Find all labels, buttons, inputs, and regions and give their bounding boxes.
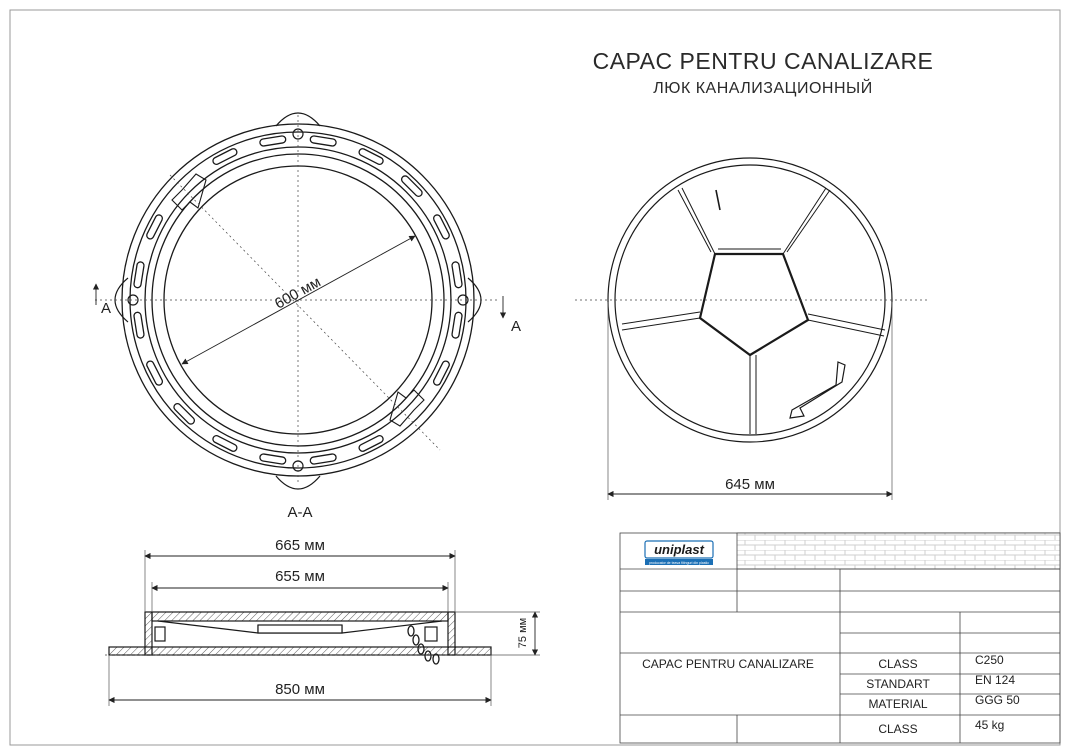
- ventilation-slot: [400, 174, 423, 197]
- ventilation-slot: [146, 360, 164, 386]
- dim-655: [152, 568, 448, 612]
- ventilation-slot: [212, 434, 238, 452]
- svg-text:655 мм: 655 мм: [275, 568, 325, 585]
- title-block-value: GGG 50: [975, 693, 1020, 707]
- ventilation-slot: [432, 360, 450, 386]
- section-label: A-A: [287, 504, 313, 521]
- svg-text:850 мм: 850 мм: [275, 681, 325, 698]
- svg-text:producator de teava fitinguri: producator de teava fitinguri din plastic: [649, 561, 709, 565]
- ventilation-slot: [452, 261, 463, 288]
- svg-text:645 мм: 645 мм: [725, 476, 775, 493]
- title-block-label: CLASS: [878, 657, 918, 671]
- ventilation-slot: [358, 434, 384, 452]
- ventilation-slot: [358, 148, 384, 166]
- ventilation-slot: [259, 135, 286, 146]
- drawing-title: CAPAC PENTRU CANALIZARE: [592, 48, 934, 74]
- cover-pentagon: [700, 254, 808, 355]
- ventilation-slot: [259, 454, 286, 465]
- ventilation-slot: [310, 454, 337, 465]
- cover-handle-slot: [716, 190, 720, 210]
- title-block-label: STANDART: [866, 677, 930, 691]
- title-block-label: MATERIAL: [868, 697, 928, 711]
- ventilation-slot: [212, 148, 238, 166]
- ventilation-slot: [432, 214, 450, 240]
- svg-text:665 мм: 665 мм: [275, 537, 325, 554]
- title-block-value: 45 kg: [975, 718, 1005, 732]
- ventilation-slot: [172, 402, 195, 425]
- title-block-name: CAPAC PENTRU CANALIZARE: [642, 657, 814, 671]
- title-block-value: C250: [975, 653, 1004, 667]
- title-block-rows: [866, 653, 1020, 736]
- drawing-subtitle: ЛЮК КАНАЛИЗАЦИОННЫЙ: [653, 80, 873, 97]
- ventilation-slot: [452, 312, 463, 339]
- section-view: [109, 612, 491, 664]
- svg-text:75 мм: 75 мм: [517, 617, 529, 649]
- cover-lifting-bar: [790, 362, 845, 418]
- uniplast-logo: [645, 541, 713, 565]
- title-block-value: EN 124: [975, 673, 1016, 687]
- ventilation-slot: [133, 261, 144, 288]
- svg-text:A: A: [511, 318, 522, 335]
- ventilation-slot: [133, 312, 144, 339]
- ventilation-slot: [146, 214, 164, 240]
- dim-label-600: 600 мм: [271, 273, 324, 313]
- svg-text:uniplast: uniplast: [654, 542, 704, 557]
- svg-text:A: A: [101, 300, 112, 317]
- ventilation-slot: [310, 135, 337, 146]
- title-block-label: CLASS: [878, 722, 918, 736]
